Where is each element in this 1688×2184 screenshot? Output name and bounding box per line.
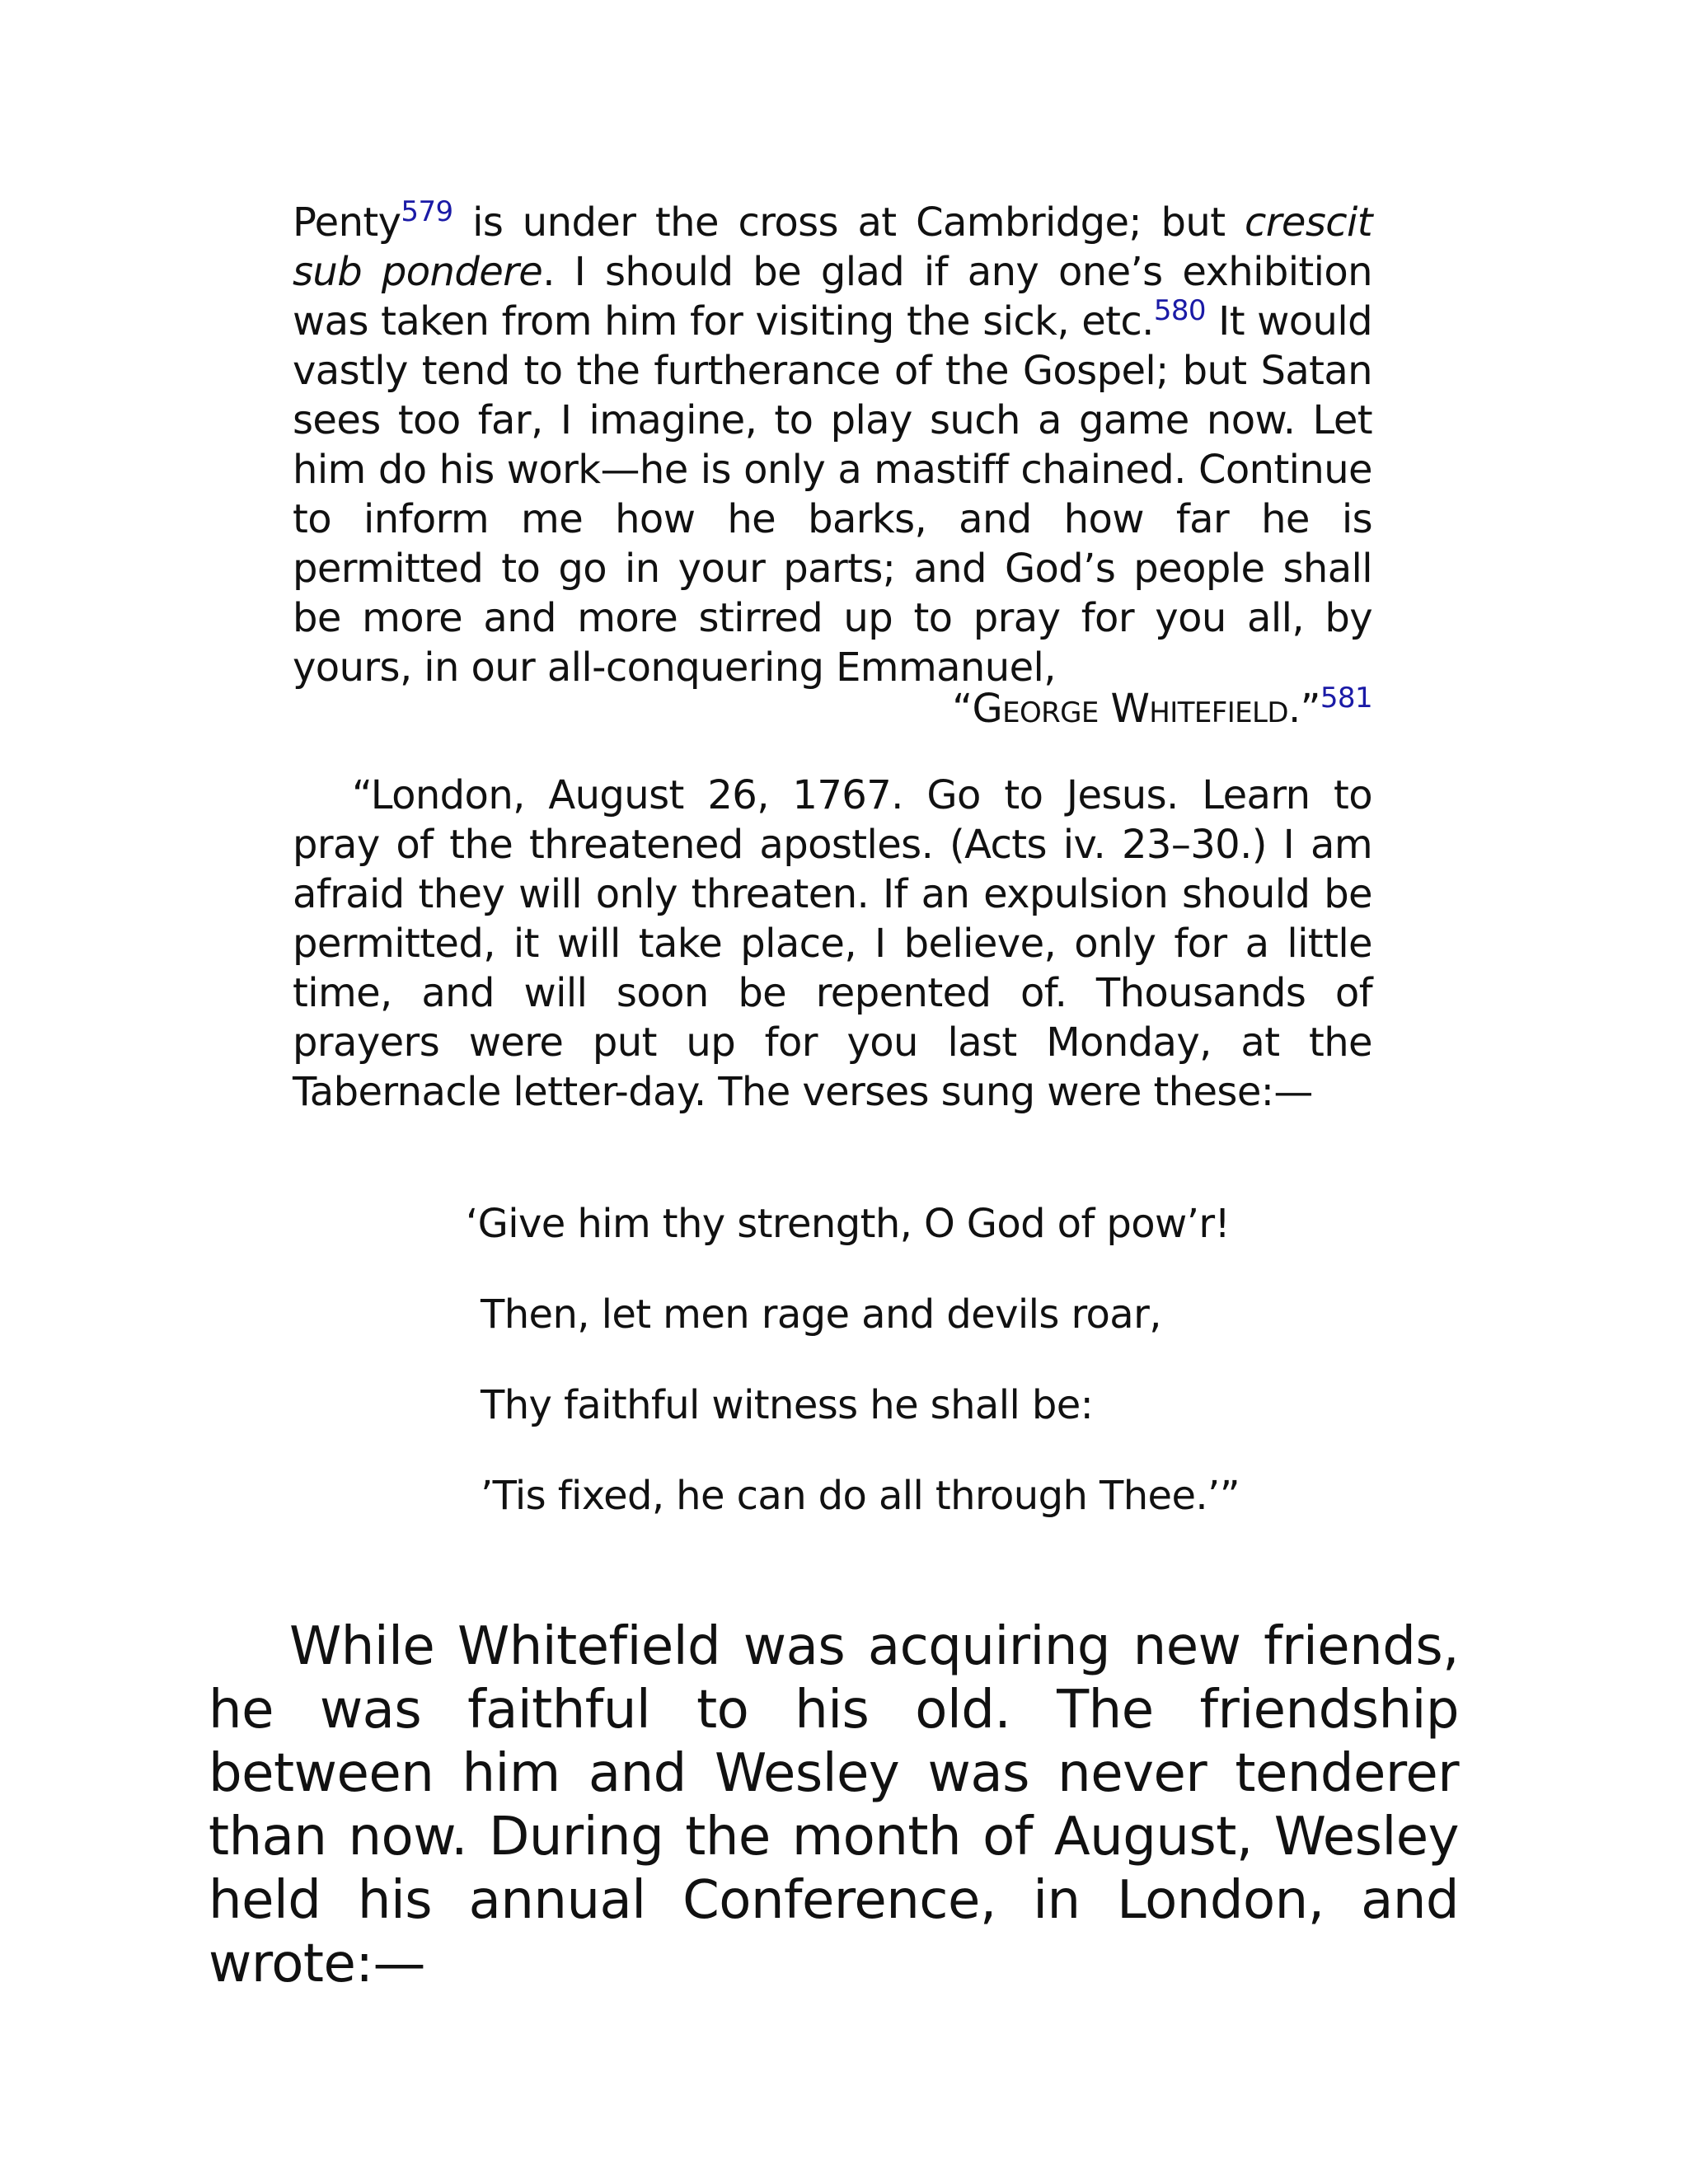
footnote-ref-579[interactable]: 579 [401,195,453,228]
signature-name: George Whitefield [972,686,1288,732]
letter-signature [293,684,1372,733]
letter-excerpt-1 [293,195,1372,692]
verse-line-4: ’Tis fixed, he can do all through Thee.’” [481,1473,1240,1519]
letter-excerpt-2: “London, August 26, 1767. Go to Jesus. Learn to pray of the threatened apostles. (Acts iv. 23–30.) I am afraid they will only threaten. If an expulsion should be permitted, it will take place, I believe, only for a little time, and will soon be repented of. Thousands of prayers were put up for you last Monday, at the Tabernacle letter-day. The verses sung were these:— [293,772,1372,1115]
footnote-ref-580[interactable]: 580 [1153,294,1206,327]
verse-line-3: Thy faithful witness he shall be: [481,1382,1094,1428]
letter-text: . I should be glad if any one’s exhibition was taken from him for visiting the sick, etc. [293,249,1372,344]
letter-text: is under the cross at Cambridge; but [452,199,1245,246]
verse-line-1: ‘Give him thy strength, O God of pow’r! [466,1201,1231,1247]
letter-text: It would vastly tend to the furtherance of the Gospel; but Satan sees too far, I imagine, to play such a game now. Let him do his work—he is only a mastiff chained. Continue to inform me how he barks, and how far he is permitted to go in your parts; and God’s people shall be more and more stirred up to pray for you all, by yours, in our all-conquering Emmanuel, [293,298,1372,691]
signature-open-quote: “ [952,686,973,732]
signature-close: .” [1287,686,1320,732]
verse-line-2: Then, let men rage and devils roar, [481,1291,1161,1338]
latin-phrase: crescit sub pondere [293,199,1372,295]
body-paragraph: While Whitefield was acquiring new friends, he was faithful to his old. The friendship between him and Wesley was never tenderer than now. During the month of August, Wesley held his annual Conference, in London, and wrote:— [209,1616,1459,1994]
footnote-ref-581[interactable]: 581 [1320,682,1372,715]
letter-paragraph [293,195,1372,692]
letter-text: Penty [293,199,401,246]
